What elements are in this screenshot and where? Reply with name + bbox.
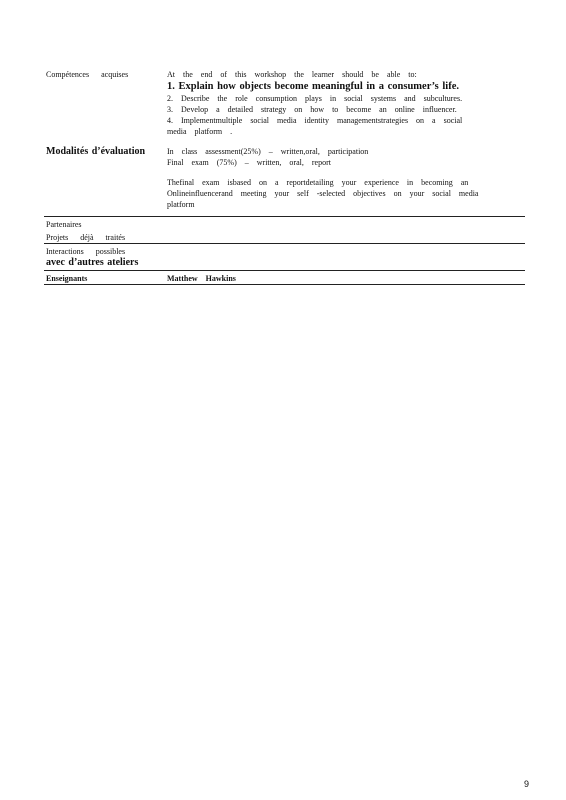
enseignants-value: Matthew Hawkins	[167, 274, 236, 283]
partenaires-label: Partenaires	[46, 220, 82, 229]
competences-intro: At the end of this workshop the learner should be able to:	[167, 70, 417, 79]
row-divider	[44, 216, 525, 217]
enseignants-label: Enseignants	[46, 274, 88, 283]
row-divider	[44, 270, 525, 271]
projets-label: Projets déjà traités	[46, 233, 126, 242]
competences-objective-4-cont: media platform .	[167, 127, 233, 136]
enseignants-content	[167, 273, 503, 284]
table-bottom-border	[44, 284, 525, 285]
competences-objective-1: 1. Explain how objects become meaningful in a consumer’s life.	[167, 81, 460, 92]
evaluation-final-exam: Final exam (75%) – written, oral, report	[167, 158, 331, 167]
competences-objective-3: 3. Develop a detailed strategy on how to become an online influencer.	[167, 105, 457, 114]
competences-label: Compétences acquises	[46, 70, 129, 79]
competences-objective-4: 4. Implementmultiple social media identity managementstrategies on a social	[167, 116, 463, 125]
row-divider	[44, 243, 525, 244]
interactions-label-line-1: Interactions possibles	[46, 247, 126, 256]
evaluation-report-line-3: platform	[167, 200, 195, 209]
competences-objective-2: 2. Describe the role consumption plays in social systems and subcultures.	[167, 94, 463, 103]
evaluation-report-line-2: Onlineinfluencerand meeting your self -selected objectives on your social media	[167, 189, 479, 198]
evaluation-content	[167, 146, 503, 210]
competences-content	[167, 69, 503, 137]
evaluation-label: Modalités d’évaluation	[46, 146, 146, 157]
evaluation-class-assessment: In class assessment(25%) – written,oral, participation	[167, 147, 369, 156]
interactions-label-line-2: avec d’autres ateliers	[46, 257, 139, 268]
evaluation-report-line-1: Thefinal exam isbased on a reportdetailing your experience in becoming an	[167, 178, 469, 187]
page-number: 9	[524, 779, 530, 789]
